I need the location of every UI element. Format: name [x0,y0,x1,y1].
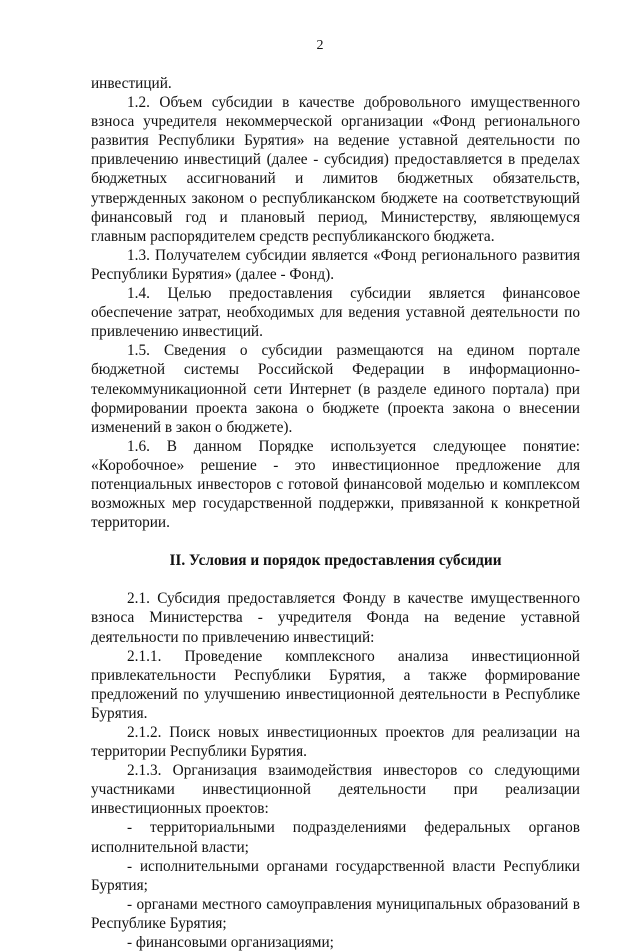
paragraph-1-6: 1.6. В данном Порядке используется следующее понятие: «Коробочное» решение - это инвестиционное предложение для потенциальных инвесторов с готовой финансовой моделью и комплексом возможных мер государственной поддержки, привязанной к конкретной территории. [91,437,580,532]
list-item: - финансовыми организациями; [127,934,334,952]
paragraph-2-1: 2.1. Субсидия предоставляется Фонду в качестве имущественного взноса Министерства - учредителя Фонда на ведение уставной деятельности по привлечению инвестиций: [91,590,580,646]
paragraph-2-1-2: 2.1.2. Поиск новых инвестиционных проектов для реализации на территории Республики Бурятия. [91,724,580,761]
paragraph-continuation: инвестиций. [91,75,172,92]
list-item: - органами местного самоуправления муниципальных образований в Республике Бурятия; [91,895,580,932]
document-body [91,74,580,952]
list-item: - территориальными подразделениями федеральных органов исполнительной власти; [91,819,580,856]
paragraph-2-1-1: 2.1.1. Проведение комплексного анализа инвестиционной привлекательности Республики Бурятия, а также формирование предложений по улучшению инвестиционной деятельности в Республике Бурятия. [91,647,580,722]
paragraph-1-2: 1.2. Объем субсидии в качестве добровольного имущественного взноса учредителя некоммерческой организации «Фонд регионального развития Республики Бурятия» на ведение уставной деятельности по привлечению инвестиций (далее - субсидия) предоставляется в пределах бюджетных ассигнований и лимитов бюджетных обязательств, утвержденных законом о республиканском бюджете на соответствующий финансовый год и плановый период, Министерству, являющемуся главным распорядителем средств республиканского бюджета. [91,94,580,245]
paragraph-1-3: 1.3. Получателем субсидии является «Фонд регионального развития Республики Бурятия» (далее - Фонд). [91,246,580,283]
list-item: - исполнительными органами государственной власти Республики Бурятия; [91,857,580,894]
paragraph-1-5: 1.5. Сведения о субсидии размещаются на едином портале бюджетной системы Российской Федерации в информационно-телекоммуникационной сети Интернет (в разделе единого портала) при формировании проекта закона о бюджете (проекта закона о внесении изменений в закон о бюджете). [91,342,580,436]
section-heading: II. Условия и порядок предоставления субсидии [169,552,502,570]
paragraph-1-4: 1.4. Целью предоставления субсидии является финансовое обеспечение затрат, необходимых для ведения уставной деятельности по привлечению инвестиций. [91,285,580,341]
paragraph-2-1-3: 2.1.3. Организация взаимодействия инвесторов со следующими участниками инвестиционной деятельности при реализации инвестиционных проектов: [91,762,580,818]
page-number: 2 [316,38,324,53]
